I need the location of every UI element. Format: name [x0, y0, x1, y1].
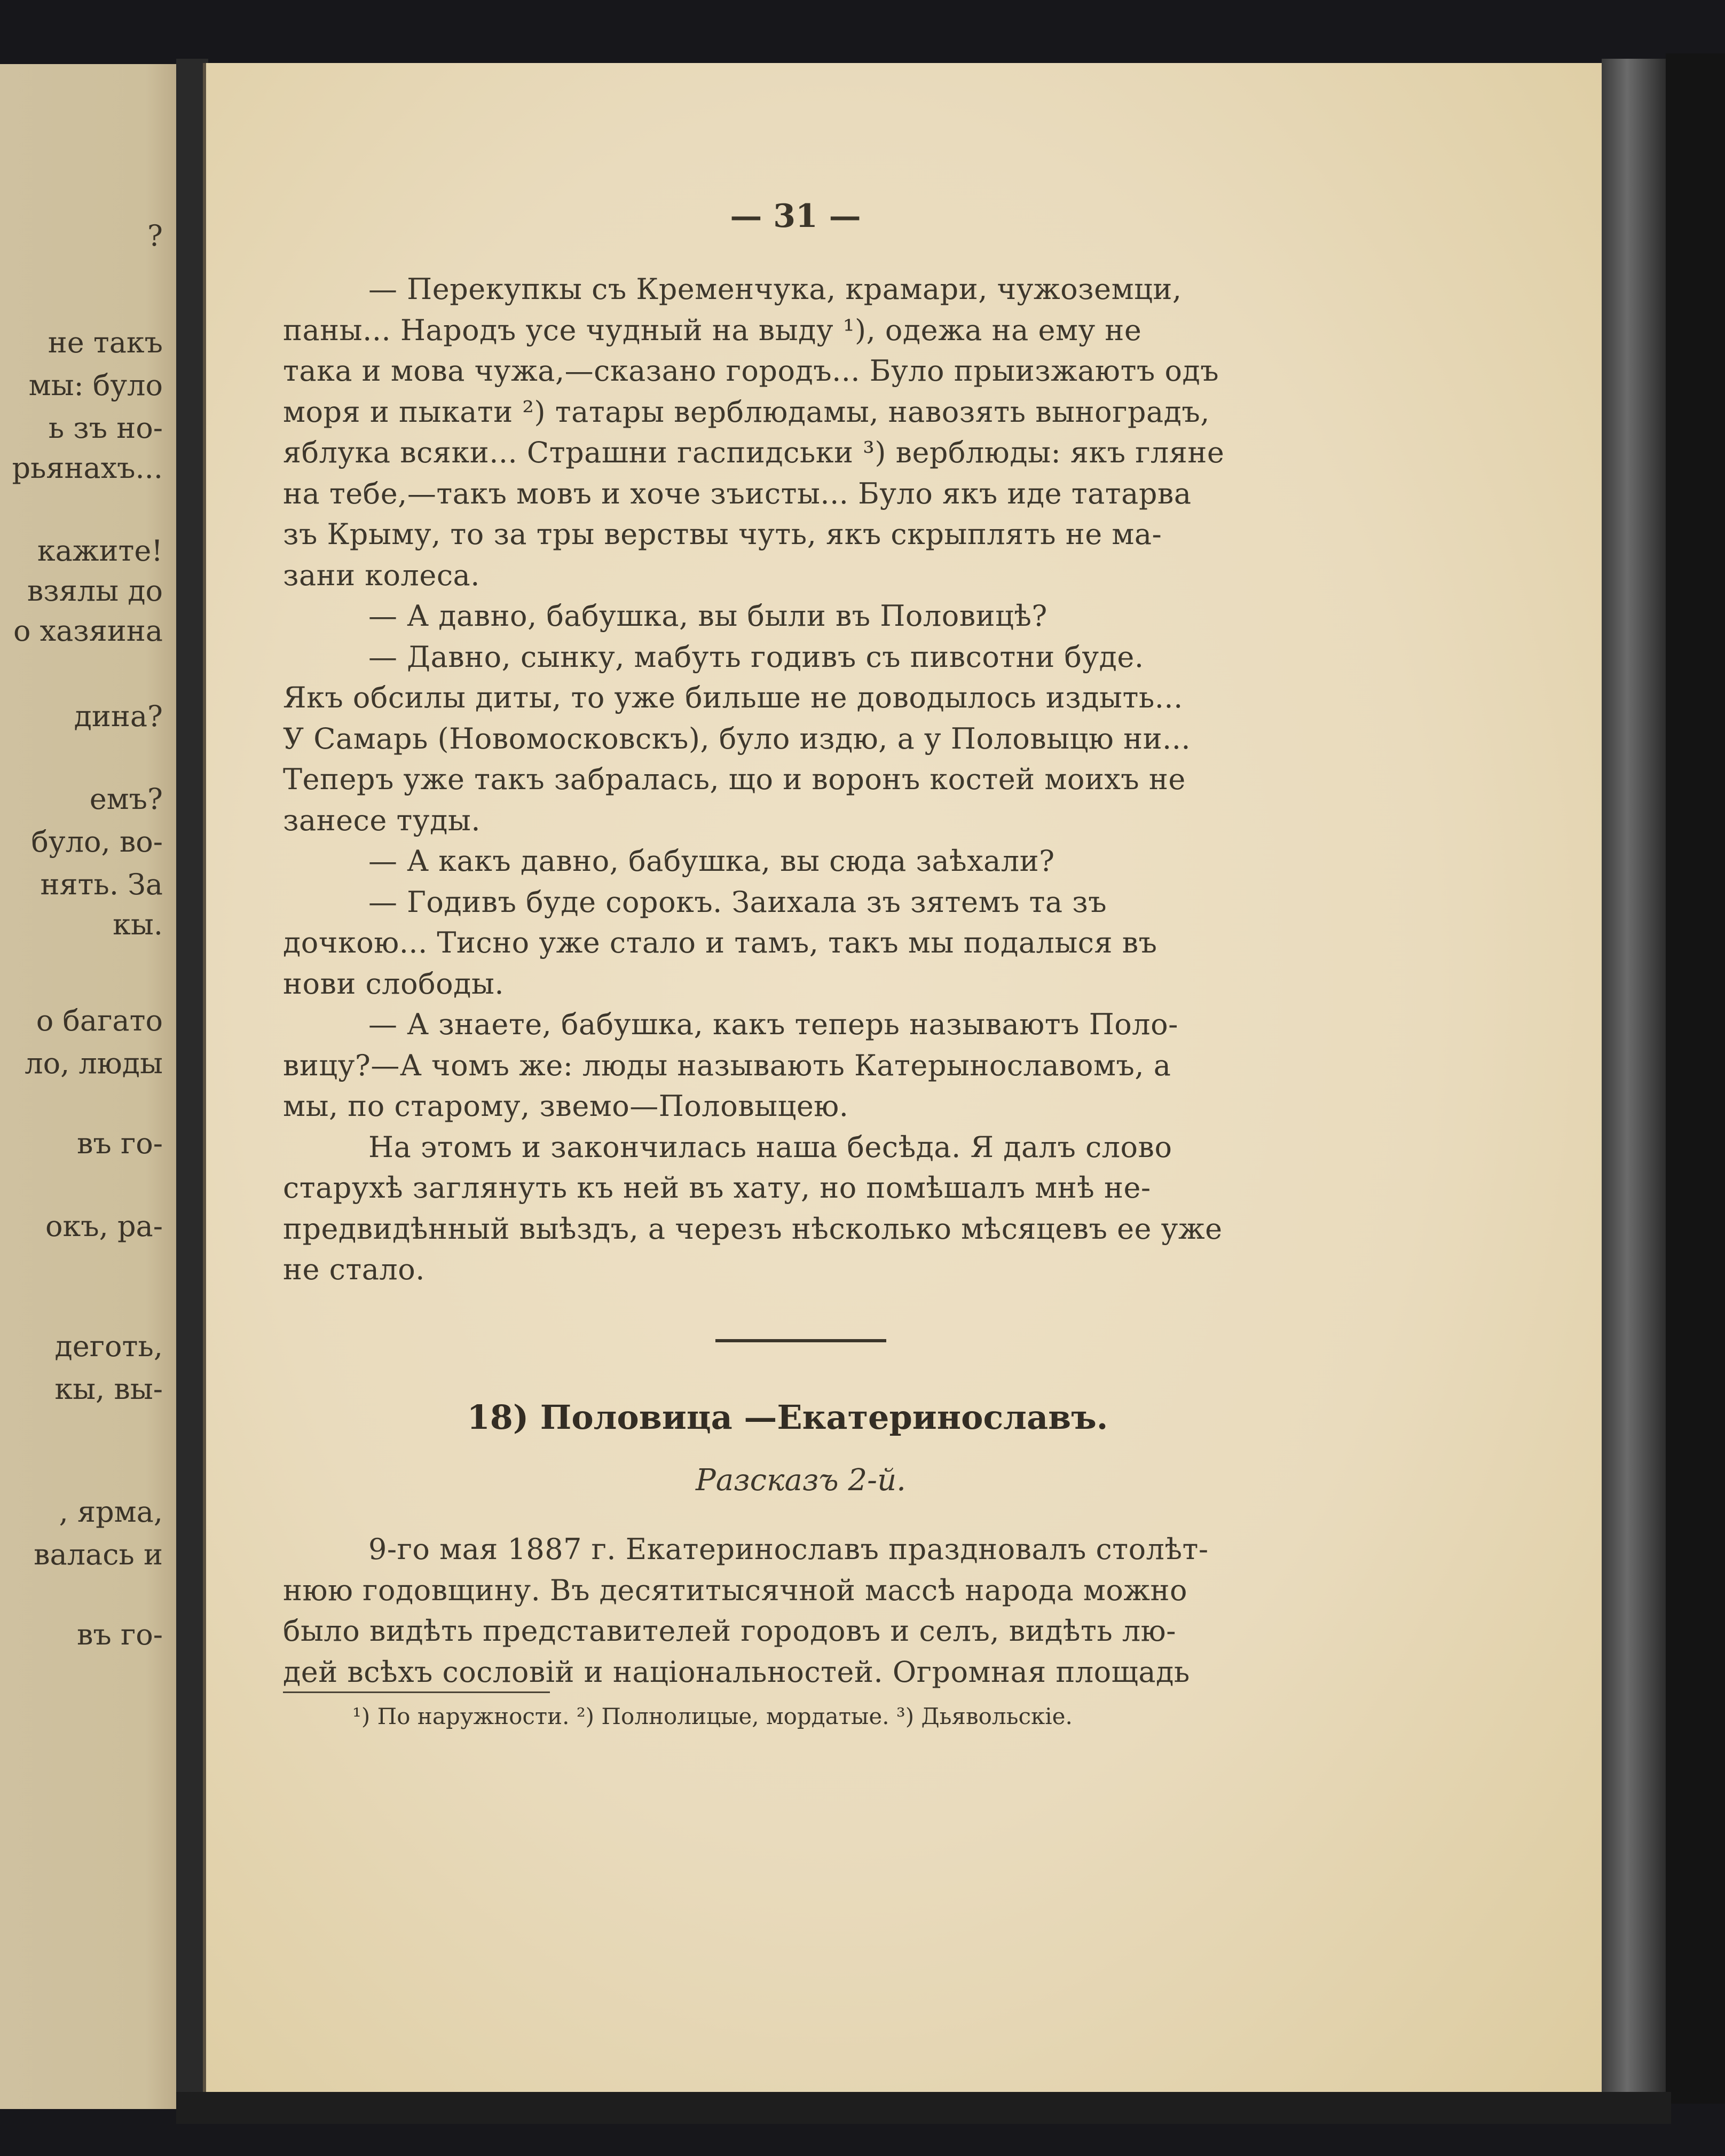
text-line: предвидѣнный выѣздъ, а черезъ нѣсколько мѣсяцевъ ее уже — [283, 1211, 1223, 1246]
left-page-line: було, во- — [31, 825, 163, 859]
text-line: 9-го мая 1887 г. Екатеринославъ праздновалъ столѣт- — [368, 1532, 1209, 1566]
text-line: — А знаете, бабушка, какъ теперь называютъ Поло- — [368, 1008, 1178, 1041]
text-line: не стало. — [283, 1253, 425, 1286]
text-line: Якъ обсилы диты, то уже бильше не доводылось издыть... — [283, 681, 1183, 714]
left-page-line: деготь, — [54, 1329, 163, 1363]
text-line: мы, по старому, звемо—Половыцею. — [283, 1089, 849, 1123]
text-line: — А какъ давно, бабушка, вы сюда заѣхали? — [368, 844, 1055, 878]
background-right — [1666, 53, 1725, 2104]
left-page-line: въ го- — [77, 1618, 163, 1651]
left-page-line: взялы до — [27, 574, 163, 608]
left-page-line: мы: було — [28, 368, 163, 402]
text-line: моря и пыкати ²) татары верблюдамы, навозять выноградъ, — [283, 395, 1210, 429]
footnote: ¹) По наружности. ²) Полнолицые, мордатые. ³) Дьявольскіе. — [352, 1703, 1073, 1729]
left-page-line: ь зъ но- — [48, 411, 163, 445]
text-line: На этомъ и закончилась наша бесѣда. Я далъ слово — [368, 1130, 1172, 1164]
footnote-divider — [283, 1691, 550, 1693]
text-line: зани колеса. — [283, 558, 480, 592]
left-page-line: емъ? — [89, 782, 163, 816]
text-line: дей всѣхъ сословій и національностей. Огромная площадь — [283, 1655, 1190, 1689]
text-line: паны... Народъ усе чудный на выду ¹), одежа на ему не — [283, 313, 1142, 347]
text-line: на тебе,—такъ мовъ и хоче зъисты... Було якъ иде татарва — [283, 476, 1192, 510]
text-line: занесе туды. — [283, 803, 481, 837]
text-line: было видѣть представителей городовъ и селъ, видѣть лю- — [283, 1614, 1176, 1648]
left-page-line: кы. — [113, 908, 163, 941]
section-heading: 18) Половица —Екатеринославъ. — [467, 1398, 1108, 1437]
text-line: зъ Крыму, то за тры верствы чуть, якъ скрыплять не ма- — [283, 517, 1162, 551]
left-page-line: кы, вы- — [54, 1372, 163, 1406]
text-line: — А давно, бабушка, вы были въ Половицѣ? — [368, 599, 1047, 633]
text-line: така и мова чужа,—сказано городъ... Було прыизжаютъ одъ — [283, 354, 1219, 388]
left-page-line: окъ, ра- — [45, 1209, 163, 1243]
page-number: — 31 — — [730, 198, 861, 235]
left-page-line: дина? — [74, 699, 163, 733]
left-page-line: о багато — [36, 1004, 163, 1037]
left-page-line: въ го- — [77, 1127, 163, 1160]
text-line: — Перекупкы съ Кременчука, крамари, чужоземци, — [368, 272, 1182, 306]
text-line: яблука всяки... Страшни гаспидськи ³) верблюды: якъ гляне — [283, 436, 1225, 469]
left-page-line: не такъ — [48, 326, 163, 359]
text-line: Теперъ уже такъ забралась, що и воронъ костей моихъ не — [283, 762, 1186, 796]
text-line: нюю годовщину. Въ десятитысячной массѣ народа можно — [283, 1573, 1188, 1607]
left-page-line: ло, люды — [25, 1046, 163, 1080]
section-subheading: Разсказъ 2-й. — [696, 1463, 906, 1498]
text-line: — Давно, сынку, мабуть годивъ съ пивсотни буде. — [368, 640, 1144, 674]
text-line: — Годивъ буде сорокъ. Заихала зъ зятемъ та зъ — [368, 885, 1107, 919]
left-page-line: рьянахъ... — [12, 451, 163, 485]
background-bottom — [176, 2092, 1671, 2124]
book-cover-edge — [1602, 59, 1666, 2098]
left-page-line: валась и — [34, 1538, 163, 1571]
left-page-line: о хазяина — [13, 614, 163, 648]
text-line: старухѣ заглянуть къ ней въ хату, но помѣшалъ мнѣ не- — [283, 1171, 1151, 1205]
left-page-line: кажите! — [37, 534, 163, 568]
text-line: нови слободы. — [283, 966, 505, 1001]
left-page-line: нять. За — [40, 868, 163, 901]
text-line: вицу?—А чомъ же: люды называють Катерынославомъ, а — [283, 1048, 1171, 1082]
left-page-line: , ярма, — [59, 1495, 163, 1529]
text-line: У Самарь (Новомосковскъ), було издю, а у Половыцю ни... — [283, 721, 1191, 756]
text-line: дочкою... Тисно уже стало и тамъ, такъ мы подалыся въ — [283, 926, 1157, 959]
section-divider — [715, 1339, 886, 1342]
left-page-line: ? — [147, 219, 163, 253]
